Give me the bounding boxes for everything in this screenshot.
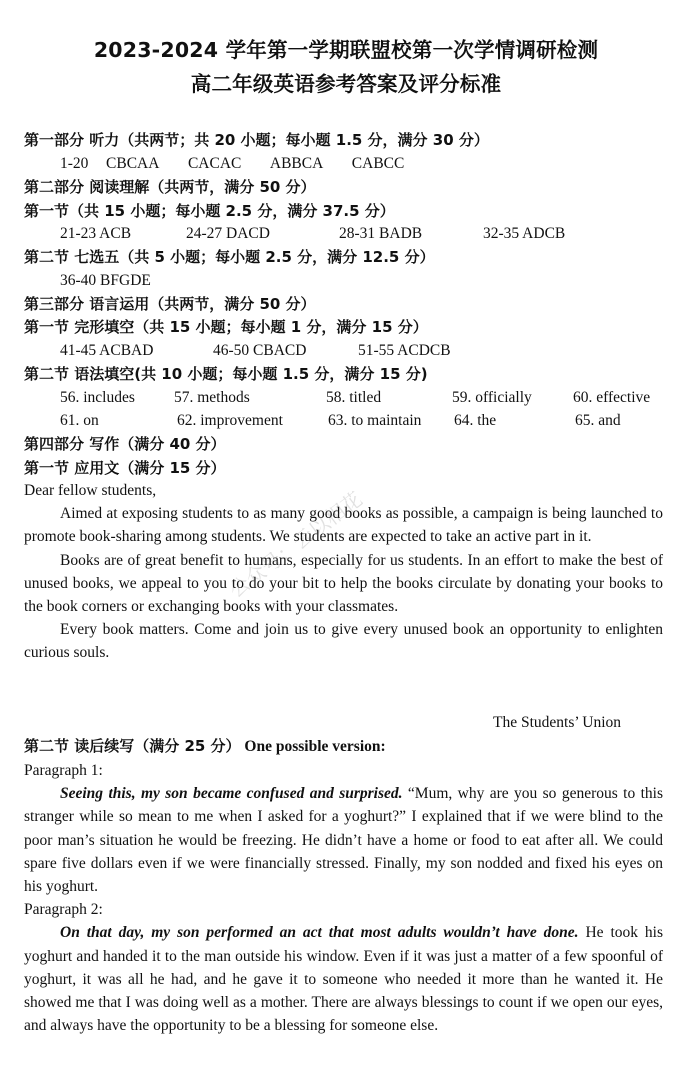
cloze-answers-3: 51-55 ACDCB [358, 342, 451, 359]
part4-section2-heading [24, 736, 386, 757]
grammar-answer: 64. the [454, 412, 497, 429]
cloze-answers-2: 46-50 CBACD [213, 342, 307, 359]
part3-heading: 第三部分 语言运用（共两节，满分 50 分） [24, 295, 316, 313]
grammar-answer: 59. officially [452, 389, 532, 406]
paragraph2-body [24, 921, 663, 1037]
reading-answers-1: 21-23 ACB [60, 225, 132, 242]
paragraph1-label: Paragraph 1: [24, 762, 103, 779]
paragraph2-label: Paragraph 2: [24, 901, 103, 919]
part4-section1-heading: 第一节 应用文（满分 15 分） [24, 459, 226, 477]
paragraph2-text: He took his yoghurt and handed it to the man outside his window. Even if it was just a matter of a few spoonful of yoghurt, it was all he had, and he gave it to someone who needed it more than he wanted it. He showed me that I was doing well as a mother. There are always blessings to count if we open our eyes, and always have the opportunity to be a blessing for someone else. [24, 924, 664, 1035]
document-title: 2023-2024 学年第一学期联盟校第一次学情调研检测 [93, 38, 599, 62]
letter-paragraph: Books are of great benefit to humans, especially for us students. In an effort to make the best of unused books, we appeal to you to do your bit to help the books circulate by donating your books to the book corners or exchanging books with your classmates. [24, 551, 663, 616]
part2-heading: 第二部分 阅读理解（共两节，满分 50 分） [24, 178, 316, 196]
cloze-answers-1: 41-45 ACBAD [60, 342, 154, 359]
letter-signature: The Students’ Union [493, 714, 622, 731]
watermark: 公众号：云以相花 [224, 486, 367, 603]
seven-choice-answers: 36-40 BFGDE [60, 272, 151, 289]
reading-answers-4: 32-35 ADCB [483, 225, 566, 242]
part1-answers: 1-20 CBCAA CACAC ABBCA CABCC [60, 155, 405, 172]
paragraph1-body [24, 782, 663, 898]
reading-answers-2: 24-27 DACD [186, 225, 270, 242]
reading-answers-3: 28-31 BADB [339, 225, 423, 242]
grammar-answer: 63. to maintain [328, 412, 422, 429]
document-subtitle: 高二年级英语参考答案及评分标准 [190, 72, 502, 96]
continuation-heading: 第二节 读后续写（满分 25 分） [24, 737, 241, 755]
possible-version-label: One possible version: [244, 738, 386, 755]
continuation-essay [24, 759, 663, 1037]
part3-section2-heading: 第二节 语法填空(共 10 小题；每小题 1.5 分，满分 15 分) [24, 365, 428, 383]
grammar-answer: 65. and [575, 412, 621, 429]
paragraph1-lead-sentence: Seeing this, my son became confused and surprised. [60, 785, 403, 803]
grammar-answer: 62. improvement [177, 412, 283, 429]
letter-greeting: Dear fellow students, [24, 482, 157, 499]
part2-section1-heading: 第一节（共 15 小题；每小题 2.5 分，满分 37.5 分） [24, 202, 395, 220]
grammar-answer: 58. titled [326, 389, 382, 406]
letter-paragraph: Every book matters. Come and join us to give every unused book an opportunity to enlighten curious souls. [24, 621, 663, 662]
grammar-answer: 57. methods [174, 389, 250, 406]
grammar-answer: 61. on [60, 412, 99, 429]
paragraph2-lead-sentence: On that day, my son performed an act that most adults wouldn’t have done. [60, 924, 579, 942]
letter-paragraph: Aimed at exposing students to as many good books as possible, a campaign is being launched to promote book-sharing among students. We students are expected to take an active part in it. [24, 505, 663, 546]
grammar-answer: 56. includes [60, 389, 135, 406]
part4-heading: 第四部分 写作（满分 40 分） [24, 435, 226, 453]
part3-section1-heading: 第一节 完形填空（共 15 小题；每小题 1 分，满分 15 分） [24, 318, 428, 336]
paragraph1-text: “Mum, why are you so generous to this stranger while so mean to me when I asked for a yoghurt?” I explained that if we were blind to the poor man’s situation he would be freezing. He didn’t have a home or food to eat after all. We could spare five dollars even if we were financially stressed. Finally, my son nodded and fixed his eyes on his yoghurt. [24, 785, 663, 896]
part2-section2-heading: 第二节 七选五（共 5 小题；每小题 2.5 分，满分 12.5 分） [24, 248, 435, 266]
grammar-answer: 60. effective [573, 389, 651, 406]
part1-heading: 第一部分 听力（共两节；共 20 小题；每小题 1.5 分，满分 30 分） [24, 131, 489, 149]
